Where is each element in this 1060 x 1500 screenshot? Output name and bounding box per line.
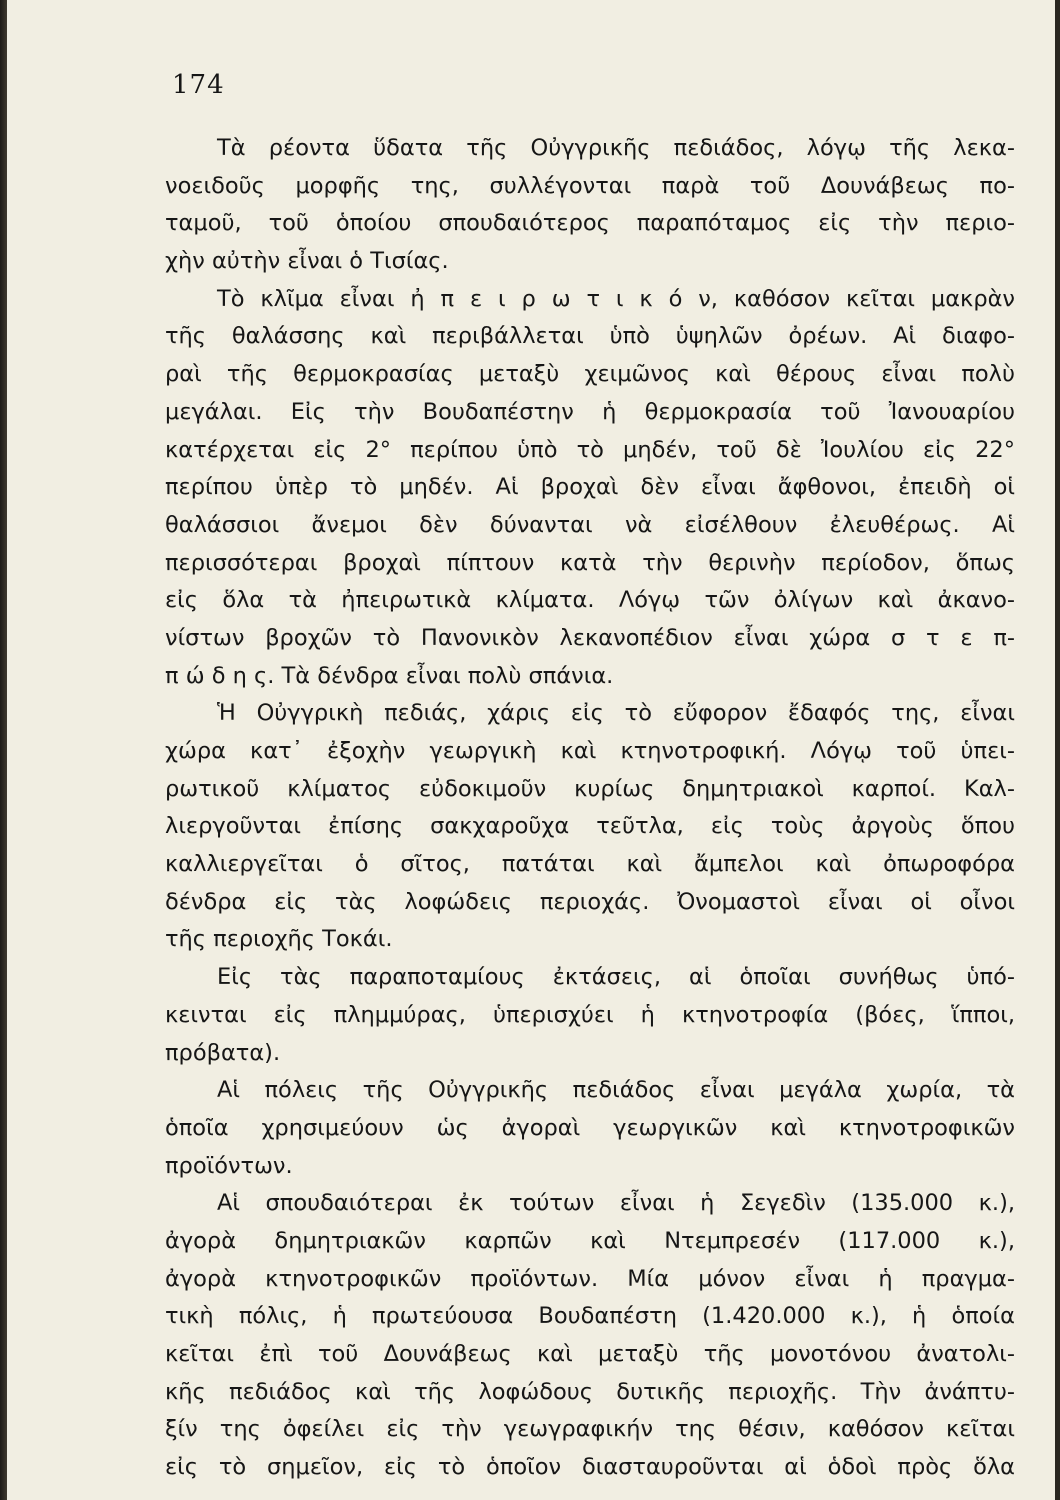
text-line: κῆς πεδιάδος καὶ τῆς λοφώδους δυτικῆς περιοχῆς. Τὴν ἀνάπτυ- (165, 1378, 1015, 1405)
text-line: π ώ δ η ς. Τὰ δένδρα εἶναι πολὺ σπάνια. (165, 662, 614, 689)
text-line: λιεργοῦνται ἐπίσης σακχαροῦχα τεῦτλα, εἰς τοὺς ἀργοὺς ὅπου (165, 813, 1015, 840)
text-line: καλλιεργεῖται ὁ σῖτος, πατάται καὶ ἄμπελοι καὶ ὀπωροφόρα (165, 851, 1015, 878)
text-line: περισσότεραι βροχαὶ πίπτουν κατὰ τὴν θερινὴν περίοδον, ὅπως (165, 549, 1015, 576)
text-line: εἰς ὅλα τὰ ἠπειρωτικὰ κλίματα. Λόγῳ τῶν ὀλίγων καὶ ἀκανο- (165, 587, 1015, 614)
text-line: χὴν αὐτὴν εἶναι ὁ Τισίας. (165, 248, 449, 275)
text-line: ὁποῖα χρησιμεύουν ὡς ἀγοραὶ γεωργικῶν καὶ κτηνοτροφικῶν (165, 1114, 1015, 1141)
text-line: πρόβατα). (165, 1039, 281, 1066)
text-line: μεγάλαι. Εἰς τὴν Βουδαπέστην ἡ θερμοκρασία τοῦ Ἰανουαρίου (165, 398, 1015, 425)
text-line: ρωτικοῦ κλίματος εὐδοκιμοῦν κυρίως δημητριακοὶ καρποί. Καλ- (165, 775, 1015, 802)
text-line: τῆς περιοχῆς Τοκάι. (165, 926, 393, 953)
scan-edge-right (1055, 0, 1060, 1500)
body-text (165, 130, 1015, 1487)
scan-edge-left (0, 0, 7, 1500)
text-line: ξίν της ὀφείλει εἰς τὴν γεωγραφικήν της θέσιν, καθόσον κεῖται (165, 1416, 1015, 1443)
text-line: περίπου ὑπὲρ τὸ μηδέν. Αἱ βροχαὶ δὲν εἶναι ἄφθονοι, ἐπειδὴ οἱ (165, 474, 1015, 501)
text-line: ραὶ τῆς θερμοκρασίας μεταξὺ χειμῶνος καὶ θέρους εἶναι πολὺ (165, 361, 1015, 388)
text-line: εἰς τὸ σημεῖον, εἰς τὸ ὁποῖον διασταυροῦνται αἱ ὁδοὶ πρὸς ὅλα (165, 1454, 1015, 1481)
text-line: Εἰς τὰς παραποταμίους ἐκτάσεις, αἱ ὁποῖαι συνήθως ὑπό- (217, 964, 1015, 991)
text-line: ἀγορὰ δημητριακῶν καρπῶν καὶ Ντεμπρεσέν (117.000 κ.), (165, 1227, 1015, 1254)
text-line: κατέρχεται εἰς 2° περίπου ὑπὸ τὸ μηδέν, τοῦ δὲ Ἰουλίου εἰς 22° (165, 436, 1015, 463)
text-line: ταμοῦ, τοῦ ὁποίου σπουδαιότερος παραπόταμος εἰς τὴν περιο- (165, 210, 1015, 237)
text-line: Αἱ σπουδαιότεραι ἐκ τούτων εἶναι ἡ Σεγεδὶν (135.000 κ.), (217, 1190, 1015, 1217)
text-line: δένδρα εἰς τὰς λοφώδεις περιοχάς. Ὀνομαστοὶ εἶναι οἱ οἶνοι (165, 888, 1015, 915)
text-line: Τὸ κλῖμα εἶναι ἠ π ε ι ρ ω τ ι κ ό ν, καθόσον κεῖται μακρὰν (217, 285, 1015, 312)
text-line: ἀγορὰ κτηνοτροφικῶν προϊόντων. Μία μόνον εἶναι ἡ πραγμα- (165, 1265, 1015, 1292)
text-line: νίστων βροχῶν τὸ Πανονικὸν λεκανοπέδιον εἶναι χώρα σ τ ε π- (165, 624, 1015, 651)
text-line: κεινται εἰς πλημμύρας, ὑπερισχύει ἡ κτηνοτροφία (βόες, ἵπποι, (165, 1001, 1015, 1028)
text-line: τῆς θαλάσσης καὶ περιβάλλεται ὑπὸ ὑψηλῶν ὀρέων. Αἱ διαφο- (165, 323, 1015, 350)
text-line: κεῖται ἐπὶ τοῦ Δουνάβεως καὶ μεταξὺ τῆς μονοτόνου ἀνατολι- (165, 1341, 1015, 1367)
text-line: Τὰ ρέοντα ὕδατα τῆς Οὐγγρικῆς πεδιάδος, λόγῳ τῆς λεκα- (217, 135, 1015, 161)
page-number: 174 (172, 70, 225, 100)
text-line: νοειδοῦς μορφῆς της, συλλέγονται παρὰ τοῦ Δουνάβεως πο- (165, 172, 1015, 199)
text-line: τικὴ πόλις, ἡ πρωτεύουσα Βουδαπέστη (1.420.000 κ.), ἡ ὁποία (165, 1303, 1015, 1330)
text-line: Ἡ Οὐγγρικὴ πεδιάς, χάρις εἰς τὸ εὔφορον ἔδαφός της, εἶναι (217, 700, 1015, 727)
text-line: Αἱ πόλεις τῆς Οὐγγρικῆς πεδιάδος εἶναι μεγάλα χωρία, τὰ (217, 1077, 1015, 1104)
text-line: χώρα κατ᾽ ἐξοχὴν γεωργικὴ καὶ κτηνοτροφική. Λόγῳ τοῦ ὑπει- (165, 738, 1015, 764)
text-line: προϊόντων. (165, 1152, 293, 1179)
text-line: θαλάσσιοι ἄνεμοι δὲν δύνανται νὰ εἰσέλθουν ἐλευθέρως. Αἱ (165, 511, 1015, 538)
